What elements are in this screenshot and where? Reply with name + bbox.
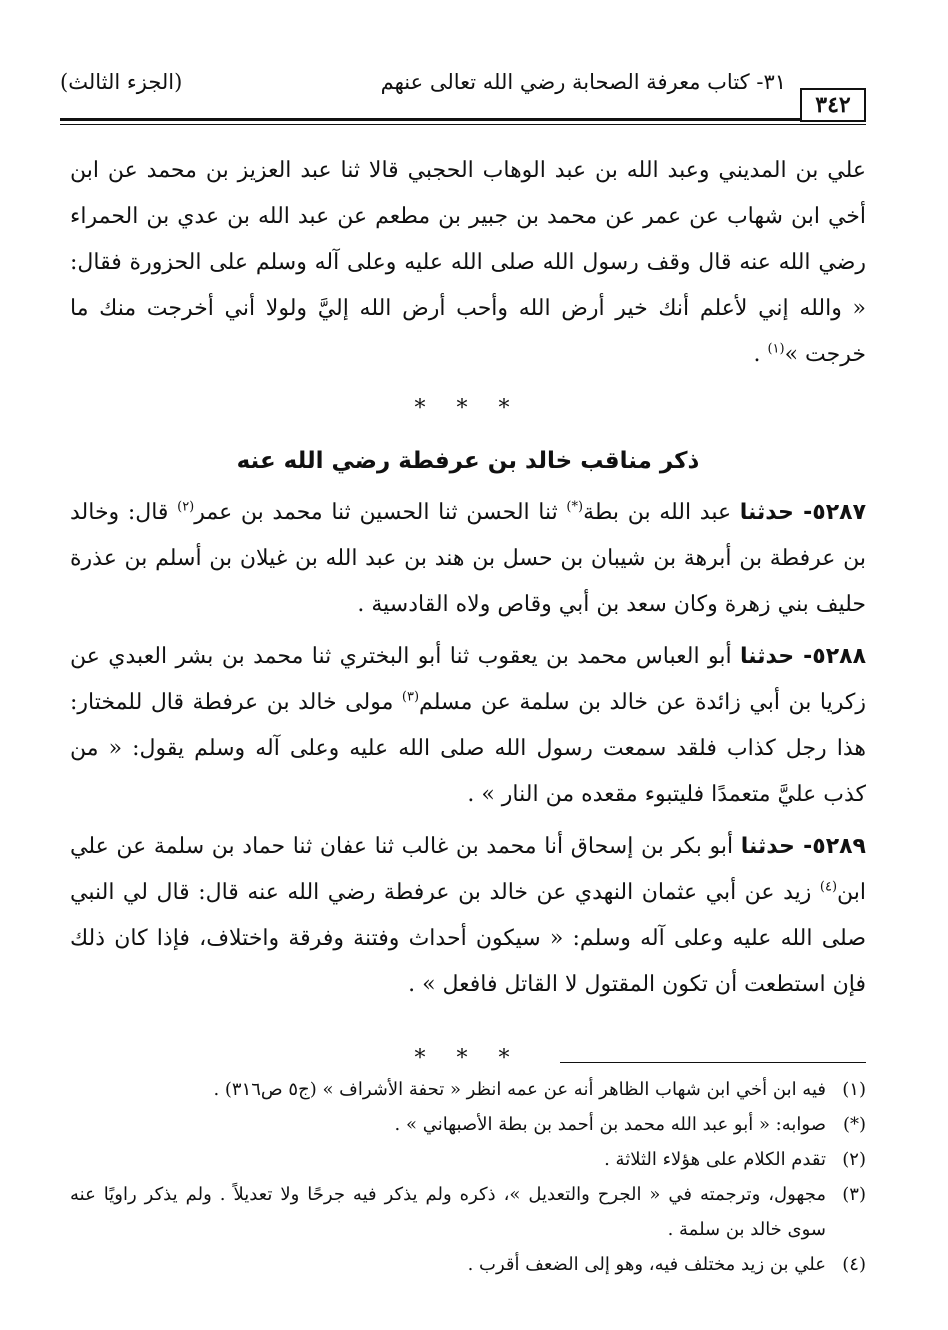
hadith-text: زيد عن أبي عثمان النهدي عن خالد بن عرفطة رضي الله عنه قال: قال لي النبي صلى الله عليه وعلى آله وسلم: « سيكون أحداث وفتنة وفرقة واختلاف، فإذا كان ذلك فإن استطعت أن تكون المقتول لا القاتل فافعل » .: [70, 880, 866, 997]
footnote-mark: (٤): [842, 1254, 866, 1275]
footnote-item: [70, 1142, 866, 1177]
hadith-text: عبد الله بن بطة: [583, 500, 732, 525]
header-rule-thin: [60, 124, 866, 125]
hadith-text: أبو العباس محمد بن يعقوب ثنا أبو البختري ثنا محمد بن بشر العبدي عن زكريا بن أبي زائدة عن خالد بن سلمة عن مسلم: [70, 644, 866, 715]
separator-stars: * * *: [414, 1046, 522, 1071]
footnote-mark: (٢): [842, 1149, 866, 1170]
footnote-text: تقدم الكلام على هؤلاء الثلاثة .: [604, 1149, 826, 1170]
footnote-text: صوابه: « أبو عبد الله محمد بن أحمد بن بطة الأصبهاني » .: [394, 1114, 826, 1135]
section-heading: ذكر مناقب خالد بن عرفطة رضي الله عنه: [236, 448, 700, 474]
intro-paragraph: [70, 148, 866, 378]
hadith-text: مولى خالد بن عرفطة قال للمختار: هذا رجل كذاب فلقد سمعت رسول الله صلى الله عليه وعلى آله وسلم يقول: « من كذب عليَّ متعمدًا فليتبوء مقعده من النار » .: [70, 690, 866, 807]
hadith-number: ٥٢٨٧- حدثنا: [739, 500, 866, 525]
main-text: [70, 148, 866, 1086]
footnote-ref: (*): [566, 499, 584, 515]
footnote-mark: (*): [842, 1114, 866, 1135]
footnote-ref: (٣): [401, 689, 420, 705]
footnote-ref: (٢): [177, 499, 195, 515]
footnote-item: [70, 1177, 866, 1247]
footnote-item: [70, 1072, 866, 1107]
intro-end: .: [753, 342, 761, 367]
footnote-item: [70, 1247, 866, 1282]
chapter-title: ٣١- كتاب معرفة الصحابة رضي الله تعالى عنهم: [380, 70, 786, 94]
footnote-rule: [560, 1062, 866, 1063]
footnote-text: فيه ابن أخي ابن شهاب الظاهر أنه عن عمه انظر « تحفة الأشراف » (ج٥ ص٣١٦) .: [213, 1079, 826, 1100]
hadith-number: ٥٢٨٩- حدثنا: [740, 834, 866, 859]
footnote-mark: (١): [842, 1079, 866, 1100]
hadith-5288: [70, 634, 866, 818]
page-header: [60, 70, 866, 120]
footnote-mark: (٣): [842, 1184, 866, 1205]
intro-text: علي بن المديني وعبد الله بن عبد الوهاب الحجبي قالا ثنا عبد العزيز بن محمد عن ابن أخي ابن شهاب عن عمر عن محمد بن جبير بن مطعم عن عبد الله بن عدي بن الحمراء رضي الله عنه قال وقف رسول الله صلى الله عليه وعلى آله وسلم على الحزورة فقال: « والله إني لأعلم أنك خير أرض الله وأحب أرض الله إليَّ ولولا أني أخرجت منك ما خرجت »: [70, 158, 866, 367]
footnote-ref: (١): [767, 341, 785, 357]
hadith-5289: [70, 824, 866, 1008]
page-number: ٣٤٢: [800, 88, 866, 122]
footnote-text: علي بن زيد مختلف فيه، وهو إلى الضعف أقرب .: [467, 1254, 826, 1275]
footnote-text: مجهول، وترجمته في « الجرح والتعديل »، ذكره ولم يذكر فيه جرحًا ولا تعديلاً . ولم يذكر راويًا عنه سوى خالد بن سلمة .: [70, 1184, 826, 1240]
hadith-number: ٥٢٨٨- حدثنا: [740, 644, 866, 669]
hadith-text: قال: وخالد بن عرفطة بن أبرهة بن شيبان بن حسل بن هند بن عبد الله بن غيلان بن أسلم بن عذرة حليف بني زهرة وكان سعد بن أبي وقاص ولاه القادسية .: [70, 500, 866, 617]
hadith-text: أبو بكر بن إسحاق أنا محمد بن غالب ثنا عفان ثنا حماد بن سلمة عن علي ابن: [70, 834, 866, 905]
hadith-text: ثنا الحسن ثنا الحسين ثنا محمد بن عمر: [194, 500, 558, 525]
hadith-5287: [70, 490, 866, 628]
footnote-item: [70, 1107, 866, 1142]
footnotes: [70, 1072, 866, 1282]
header-rule-thick: [60, 118, 866, 121]
footnote-ref: (٤): [819, 879, 838, 895]
volume-label: (الجزء الثالث): [60, 70, 183, 94]
separator-stars: * * *: [414, 396, 522, 421]
